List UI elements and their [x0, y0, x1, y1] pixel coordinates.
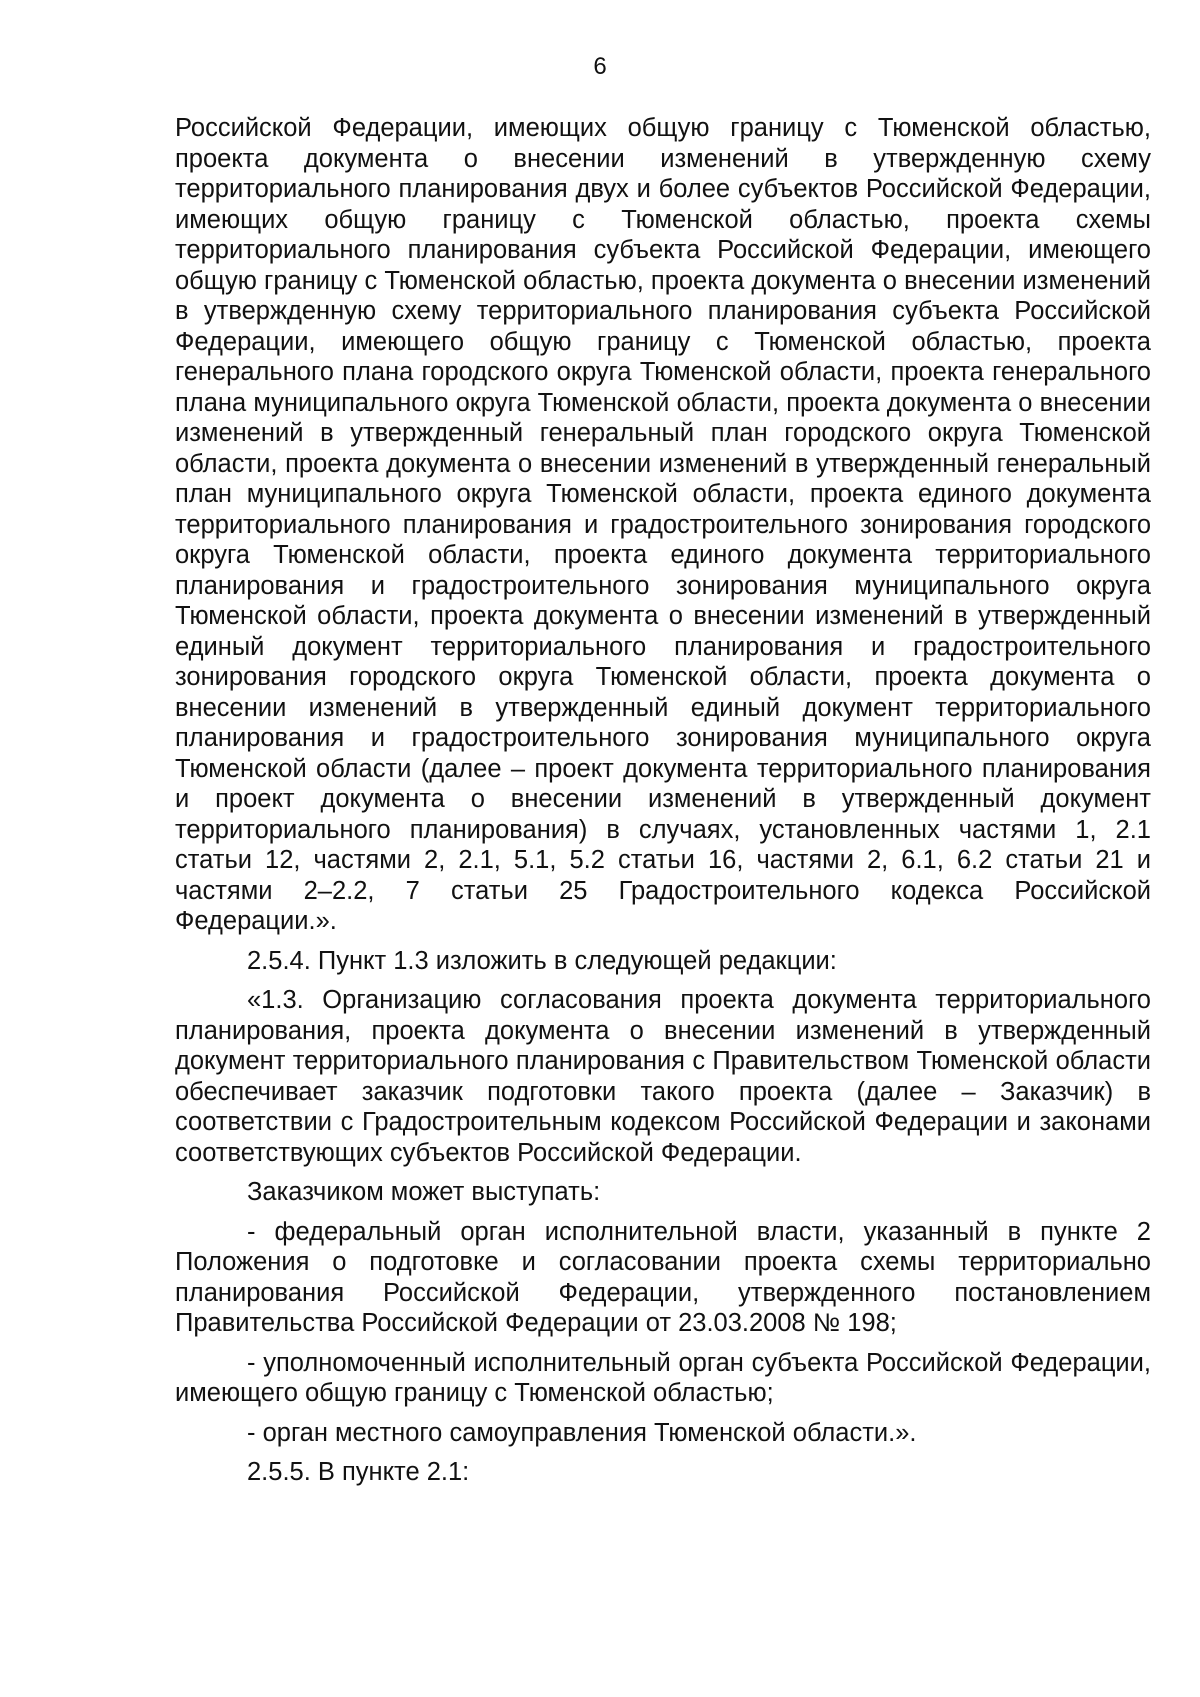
document-body — [175, 113, 1151, 1488]
paragraph-item-2-5-5: 2.5.5. В пункте 2.1: — [247, 1458, 470, 1486]
paragraph-customer-intro: Заказчиком может выступать: — [247, 1178, 601, 1206]
page-number: 6 — [593, 53, 607, 80]
paragraph-continuation: Российской Федерации, имеющих общую границу с Тюменской областью, проекта документа о внесении изменений в утвержденную схему территориального планирования двух и более субъектов Российской Федерации, имеющих общую границу с Тюменской областью, проекта схемы территориального планирования субъекта Российской Федерации, имеющего общую границу с Тюменской областью, проекта документа о внесении изменений в утвержденную схему территориального планирования субъекта Российской Федерации, имеющего общую границу с Тюменской областью, проекта генерального плана городского округа Тюменской области, проекта генерального плана муниципального округа Тюменской области, проекта документа о внесении изменений в утвержденный генеральный план городского округа Тюменской области, проекта документа о внесении изменений в утвержденный генеральный план муниципального округа Тюменской области, проекта единого документа территориального планирования и градостроительного зонирования городского округа Тюменской области, проекта единого документа территориального планирования и градостроительного зонирования муниципального округа Тюменской области, проекта документа о внесении изменений в утвержденный единый документ территориального планирования и градостроительного зонирования городского округа Тюменской области, проекта документа о внесении изменений в утвержденный единый документ территориального планирования и градостроительного зонирования муниципального округа Тюменской области (далее – проект документа территориального планирования и проект документа о внесении изменений в утвержденный документ территориального планирования) в случаях, установленных частями 1, 2.1 статьи 12, частями 2, 2.1, 5.1, 5.2 статьи 16, частями 2, 6.1, 6.2 статьи 21 и частями 2–2.2, 7 статьи 25 Градостроительного кодекса Российской Федерации.». — [175, 114, 1151, 935]
list-item-federal-body: - федеральный орган исполнительной власти, указанный в пункте 2 Положения о подготовке и согласовании проекта схемы территориально планирования Российской Федерации, утвержденного постановлением Правительства Российской Федерации от 23.03.2008 № 198; — [175, 1217, 1151, 1337]
paragraph-item-2-5-4: 2.5.4. Пункт 1.3 изложить в следующей редакции: — [247, 946, 837, 975]
list-item-local-government: - орган местного самоуправления Тюменской области.». — [247, 1418, 917, 1447]
list-item-regional-body: - уполномоченный исполнительный орган субъекта Российской Федерации, имеющего общую границу с Тюменской областью; — [175, 1348, 1151, 1407]
paragraph-item-1-3: «1.3. Организацию согласования проекта документа территориального планирования, проекта документа о внесении изменений в утвержденный документ территориального планирования с Правительством Тюменской области обеспечивает заказчик подготовки такого проекта (далее – Заказчик) в соответствии с Градостроительным кодексом Российской Федерации и законами соответствующих субъектов Российской Федерации. — [175, 986, 1151, 1167]
